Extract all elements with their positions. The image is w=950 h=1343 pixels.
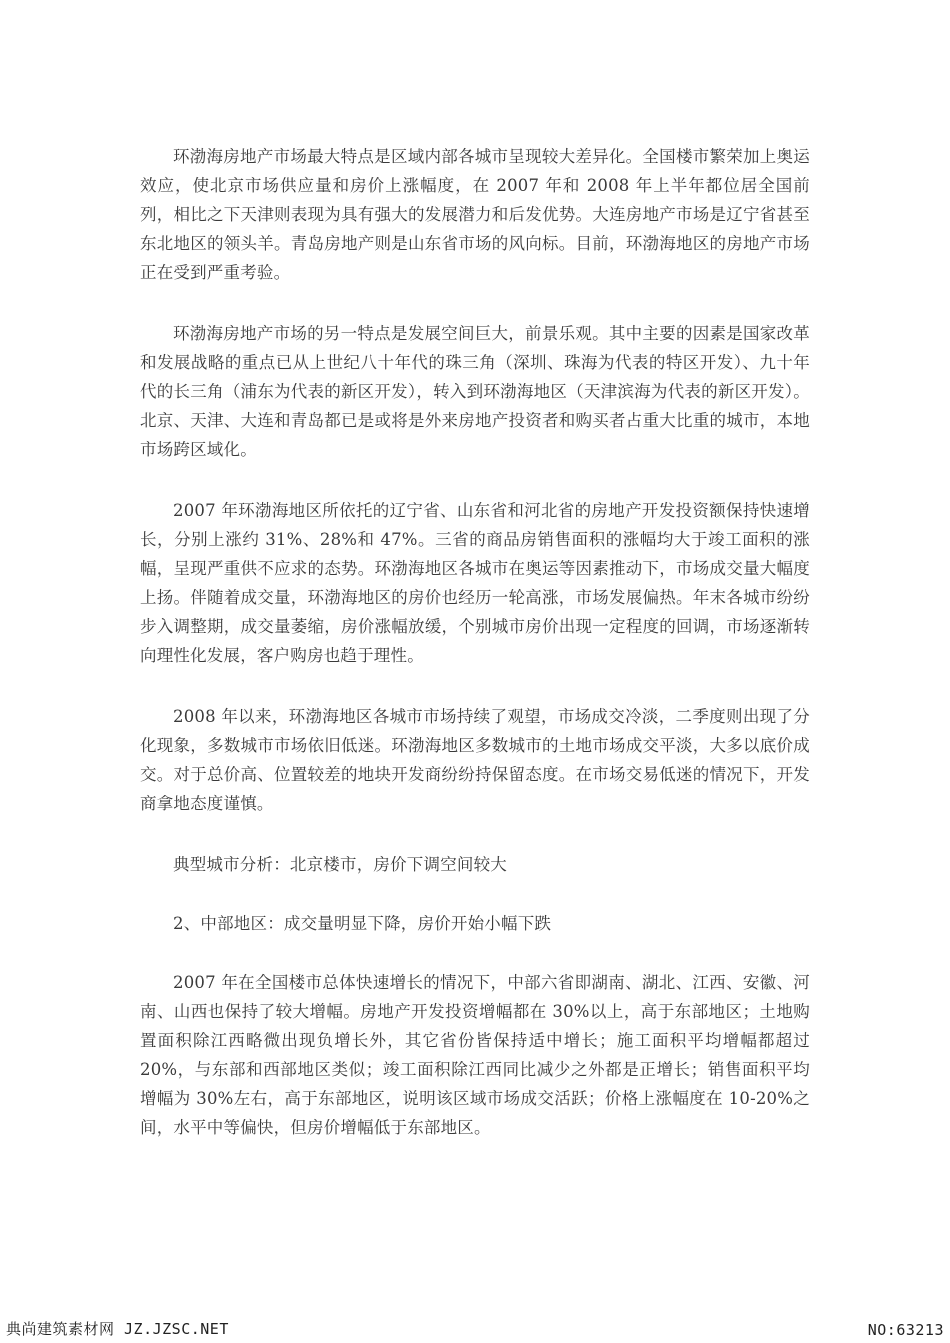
paragraph-1: 环渤海房地产市场最大特点是区域内部各城市呈现较大差异化。全国楼市繁荣加上奥运效应，使北京市场供应量和房价上涨幅度，在 2007 年和 2008 年上半年都位居全国前列，相比之下天津则表现为具有强大的发展潜力和后发优势。大连房地产市场是辽宁省甚至东北地区的领头羊。青岛房地产则是山东省市场的风向标。目前，环渤海地区的房地产市场正在受到严重考验。 [140,147,810,282]
paragraph-3: 2007 年环渤海地区所依托的辽宁省、山东省和河北省的房地产开发投资额保持快速增长，分别上涨约 31%、28%和 47%。三省的商品房销售面积的涨幅均大于竣工面积的涨幅，呈现严重供不应求的态势。环渤海地区各城市在奥运等因素推动下，市场成交量大幅度上扬。伴随着成交量，环渤海地区的房价也经历一轮高涨，市场发展偏热。年末各城市纷纷步入调整期，成交量萎缩，房价涨幅放缓，个别城市房价出现一定程度的回调，市场逐渐转向理性化发展，客户购房也趋于理性。 [140,501,810,665]
document-number: NO:63213 [867,1321,944,1339]
paragraph-4: 2008 年以来，环渤海地区各城市市场持续了观望，市场成交冷淡，二季度则出现了分化现象，多数城市市场依旧低迷。环渤海地区多数城市的土地市场成交平淡，大多以底价成交。对于总价高、位置较差的地块开发商纷纷持保留态度。在市场交易低迷的情况下，开发商拿地态度谨慎。 [140,707,810,813]
paragraph-5: 2007 年在全国楼市总体快速增长的情况下，中部六省即湖南、湖北、江西、安徽、河南、山西也保持了较大增幅。房地产开发投资增幅都在 30%以上，高于东部地区；土地购置面积除江西略微出现负增长外，其它省份皆保持适中增长；施工面积平均增幅都超过 20%，与东部和西部地区类似；竣工面积除江西同比减少之外都是正增长；销售面积平均增幅为 30%左右，高于东部地区，说明该区域市场成交活跃；价格上涨幅度在 10-20%之间，水平中等偏快，但房价增幅低于东部地区。 [140,973,810,1137]
document-body [140,142,810,1174]
watermark-text: 典尚建筑素材网 JZ.JZSC.NET [6,1320,229,1338]
paragraph-2: 环渤海房地产市场的另一特点是发展空间巨大，前景乐观。其中主要的因素是国家改革和发展战略的重点已从上世纪八十年代的珠三角（深圳、珠海为代表的特区开发）、九十年代的长三角（浦东为代表的新区开发），转入到环渤海地区（天津滨海为代表的新区开发）。北京、天津、大连和青岛都已是或将是外来房地产投资者和购买者占重大比重的城市，本地市场跨区域化。 [140,324,810,459]
section-heading-central-region: 2、中部地区：成交量明显下降，房价开始小幅下跌 [173,914,552,933]
section-heading-beijing: 典型城市分析：北京楼市，房价下调空间较大 [173,855,507,874]
